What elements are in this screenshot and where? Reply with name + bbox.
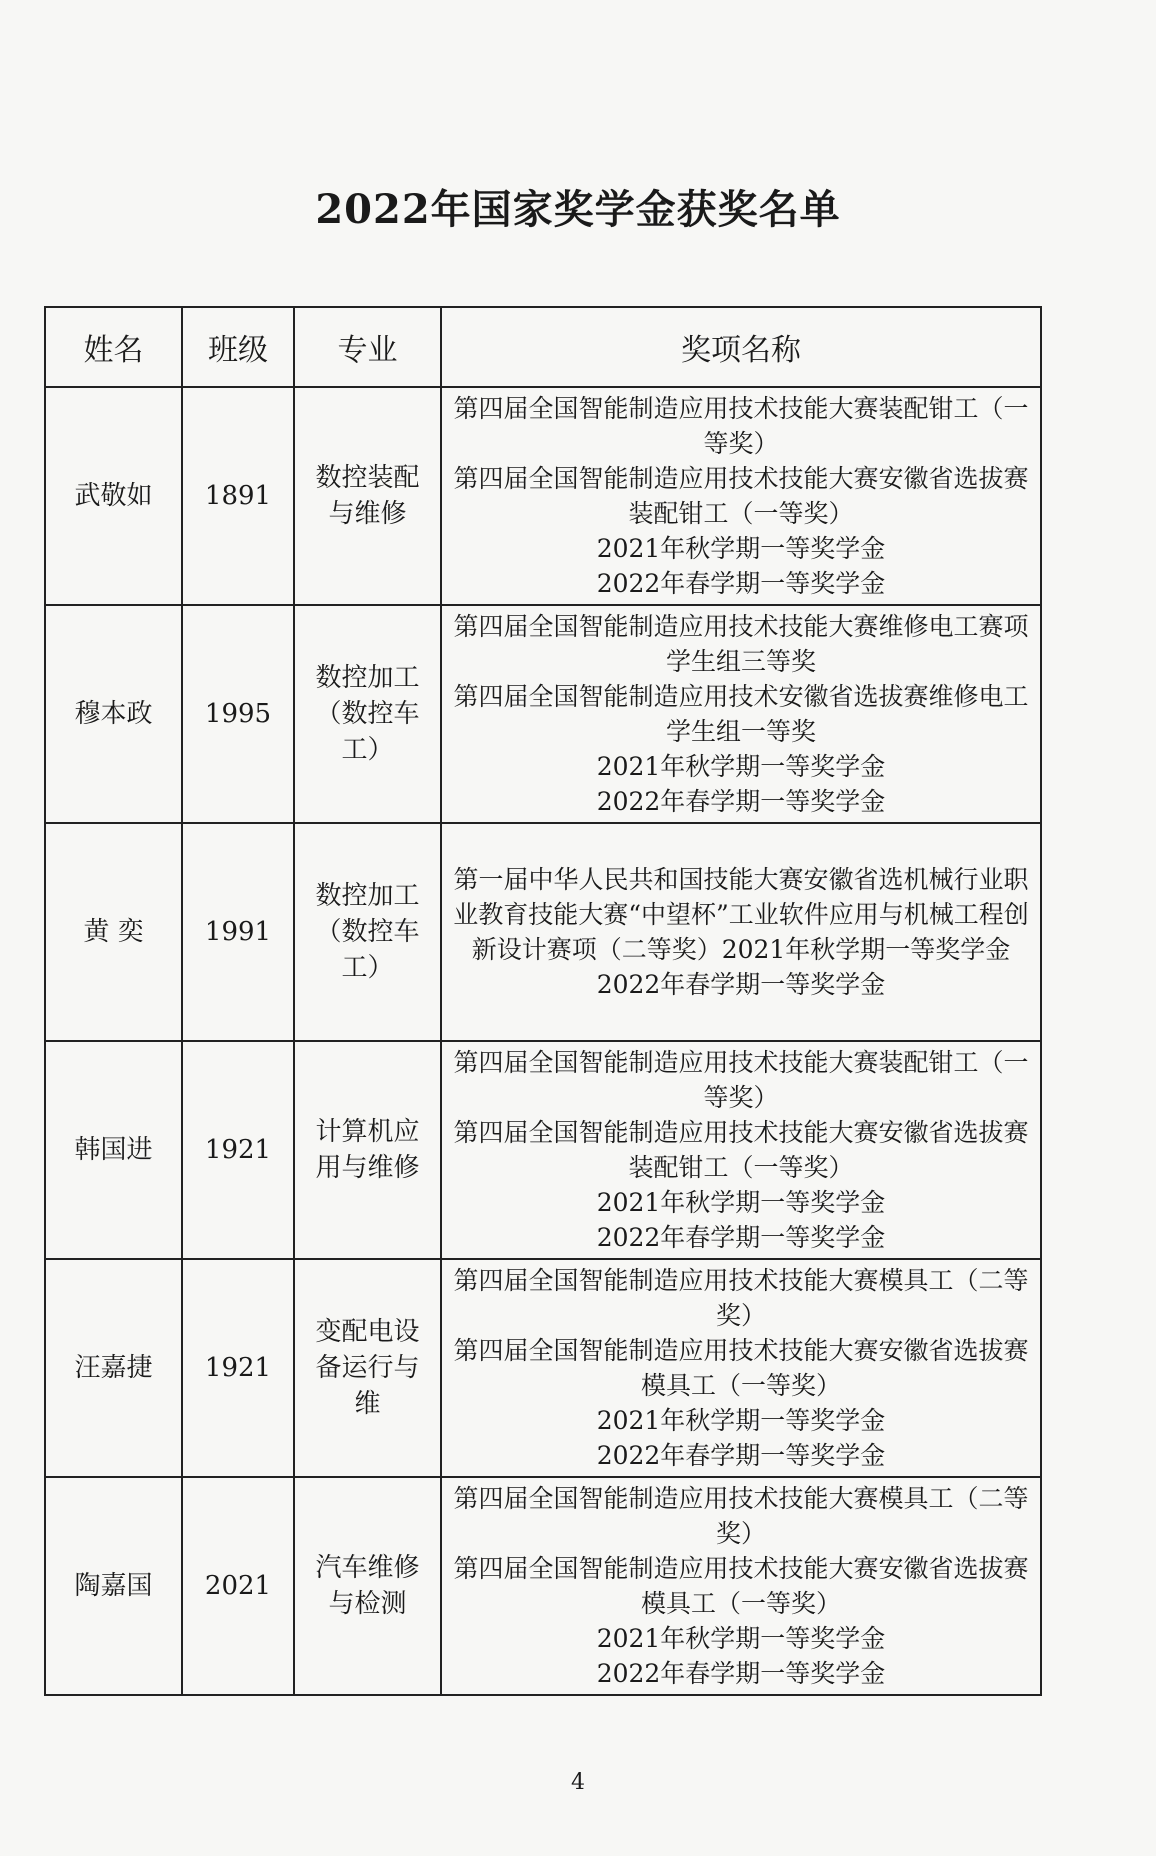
cell-awards [441,387,1041,605]
cell-name: 陶嘉国 [45,1477,182,1695]
major-text: 汽车维修与检测 [315,1553,420,1619]
table-row [45,387,1041,605]
award-line: 第四届全国智能制造应用技术技能大赛装配钳工（一等奖） [453,394,1029,458]
cell-name: 武敬如 [45,387,182,605]
cell-name: 汪嘉捷 [45,1259,182,1477]
award-line: 第四届全国智能制造应用技术技能大赛安徽省选拔赛装配钳工（一等奖） [453,1118,1029,1182]
header-awards: 奖项名称 [441,307,1041,387]
table-row [45,1259,1041,1477]
major-text: 计算机应用与维修 [315,1117,420,1183]
major-text: 变配电设备运行与维 [315,1317,420,1419]
award-line: 2022年春学期一等奖学金 [596,1659,886,1688]
award-winners-table [44,306,1042,1696]
award-line: 2022年春学期一等奖学金 [596,787,886,816]
award-line: 第四届全国智能制造应用技术技能大赛模具工（二等奖） [453,1266,1029,1330]
award-line: 第四届全国智能制造应用技术技能大赛安徽省选拔赛模具工（一等奖） [453,1554,1029,1618]
cell-awards [441,1259,1041,1477]
cell-class: 1995 [182,605,294,823]
table-row [45,605,1041,823]
award-line: 第四届全国智能制造应用技术技能大赛装配钳工（一等奖） [453,1048,1029,1112]
major-text: 数控加工（数控车工） [315,663,420,765]
award-line: 2021年秋学期一等奖学金 [596,752,886,781]
cell-major [294,823,441,1041]
award-line: 第四届全国智能制造应用技术技能大赛维修电工赛项学生组三等奖 [453,612,1029,676]
cell-class: 2021 [182,1477,294,1695]
award-line: 2021年秋学期一等奖学金 [596,1406,886,1435]
cell-name: 穆本政 [45,605,182,823]
header-name: 姓名 [45,307,182,387]
award-line: 第四届全国智能制造应用技术技能大赛安徽省选拔赛装配钳工（一等奖） [453,464,1029,528]
cell-name: 韩国进 [45,1041,182,1259]
award-line: 2022年春学期一等奖学金 [596,569,886,598]
table-row [45,1041,1041,1259]
cell-major [294,605,441,823]
award-line: 第四届全国智能制造应用技术安徽省选拔赛维修电工学生组一等奖 [453,682,1029,746]
award-line: 第四届全国智能制造应用技术技能大赛模具工（二等奖） [453,1484,1029,1548]
award-line: 2022年春学期一等奖学金 [596,970,886,999]
award-line: 第四届全国智能制造应用技术技能大赛安徽省选拔赛模具工（一等奖） [453,1336,1029,1400]
table-row [45,823,1041,1041]
award-line: 第一届中华人民共和国技能大赛安徽省选机械行业职业教育技能大赛“中望杯”工业软件应用与机械工程创新设计赛项（二等奖）2021年秋学期一等奖学金 [453,865,1029,964]
award-line: 2021年秋学期一等奖学金 [596,534,886,563]
cell-major [294,1041,441,1259]
cell-major [294,1259,441,1477]
cell-name: 黄 奕 [45,823,182,1041]
cell-class: 1891 [182,387,294,605]
cell-awards [441,1041,1041,1259]
table-header-row [45,307,1041,387]
cell-class: 1991 [182,823,294,1041]
cell-class: 1921 [182,1041,294,1259]
cell-major [294,387,441,605]
cell-awards [441,605,1041,823]
award-line: 2022年春学期一等奖学金 [596,1223,886,1252]
page-title: 2022年国家奖学金获奖名单 [315,186,841,233]
award-line: 2022年春学期一等奖学金 [596,1441,886,1470]
cell-awards [441,1477,1041,1695]
table-row [45,1477,1041,1695]
page-number: 4 [571,1770,585,1795]
major-text: 数控装配与维修 [315,463,420,529]
header-major: 专业 [294,307,441,387]
cell-awards [441,823,1041,1041]
header-class: 班级 [182,307,294,387]
cell-class: 1921 [182,1259,294,1477]
award-line: 2021年秋学期一等奖学金 [596,1188,886,1217]
award-line: 2021年秋学期一等奖学金 [596,1624,886,1653]
cell-major [294,1477,441,1695]
major-text: 数控加工（数控车工） [315,881,420,983]
